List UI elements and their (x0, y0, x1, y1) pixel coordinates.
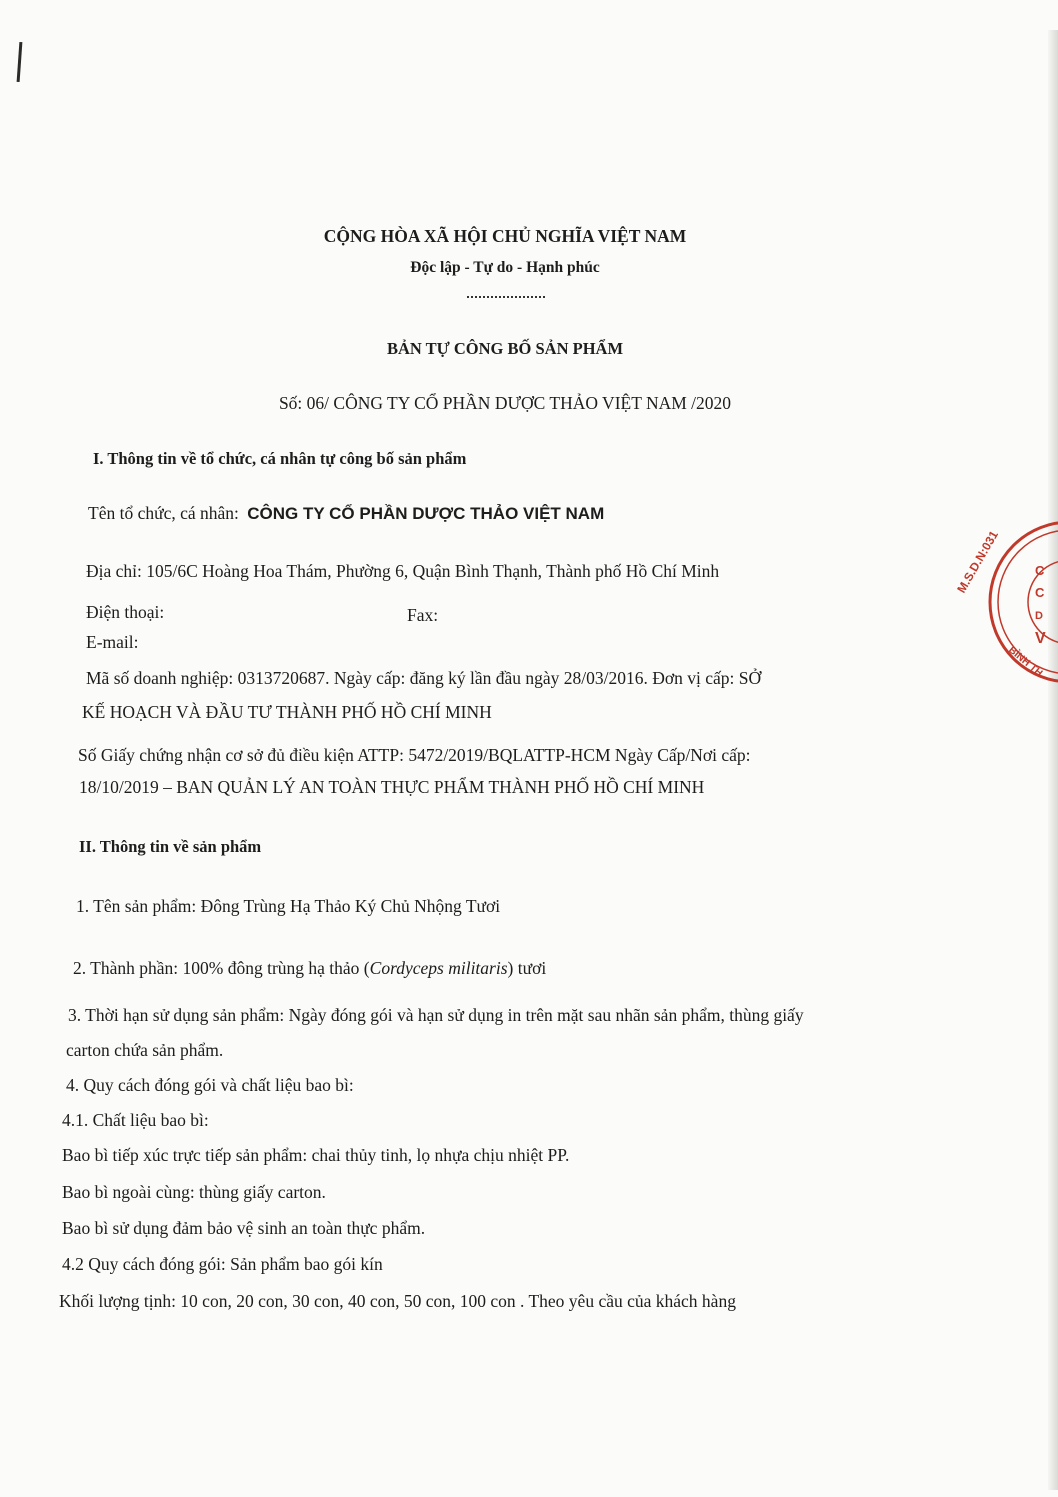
fax-label: Fax: (407, 605, 439, 625)
material-heading: 4.1. Chất liệu bao bì: (62, 1110, 209, 1130)
ingredients-prefix: 2. Thành phần: 100% đông trùng hạ thảo ( (73, 958, 370, 978)
national-motto: Độc lập - Tự do - Hạnh phúc (410, 259, 600, 276)
organization-row (88, 505, 604, 523)
shelf-life-line-1: 3. Thời hạn sử dụng sản phẩm: Ngày đóng gói và hạn sử dụng in trên mặt sau nhãn sản phẩm, thùng giấy (68, 1005, 804, 1025)
phone-label: Điện thoại: (86, 602, 165, 622)
packing-spec: 4.2 Quy cách đóng gói: Sản phẩm bao gói kín (62, 1254, 383, 1274)
document-title: BẢN TỰ CÔNG BỐ SẢN PHẨM (386, 339, 624, 358)
header-separator (467, 296, 545, 298)
food-safety-cert-line-2: 18/10/2019 – BAN QUẢN LÝ AN TOÀN THỰC PHẨM THÀNH PHỐ HỒ CHÍ MINH (79, 777, 705, 797)
food-safety-cert-line-1: Số Giấy chứng nhận cơ sở đủ điều kiện ATTP: 5472/2019/BQLATTP-HCM Ngày Cấp/Nơi cấp: (78, 745, 751, 765)
organization-label: Tên tổ chức, cá nhân: (88, 503, 239, 523)
material-safety: Bao bì sử dụng đảm bảo vệ sinh an toàn thực phẩm. (62, 1218, 426, 1238)
svg-text:C: C (1035, 585, 1045, 600)
material-direct-contact: Bao bì tiếp xúc trực tiếp sản phẩm: chai thủy tinh, lọ nhựa chịu nhiệt PP. (62, 1145, 570, 1165)
document-number: Số: 06/ CÔNG TY CỔ PHẦN DƯỢC THẢO VIỆT NAM /2020 (278, 393, 732, 413)
ingredients-latin-name: Cordyceps militaris (369, 958, 508, 978)
address: Địa chỉ: 105/6C Hoàng Hoa Thám, Phường 6, Quận Bình Thạnh, Thành phố Hồ Chí Minh (86, 561, 720, 581)
svg-text:BÌNH TH: BÌNH TH (1006, 644, 1045, 680)
svg-text:V: V (1035, 630, 1046, 647)
svg-text:D: D (1035, 610, 1043, 622)
business-registration-line-1: Mã số doanh nghiệp: 0313720687. Ngày cấp: đăng ký lần đầu ngày 28/03/2016. Đơn vị cấp: SỞ (86, 668, 762, 688)
organization-name: CÔNG TY CỔ PHẦN DƯỢC THẢO VIỆT NAM (247, 504, 605, 523)
email-label: E-mail: (86, 632, 139, 652)
material-outer: Bao bì ngoài cùng: thùng giấy carton. (62, 1182, 326, 1202)
country-name: CỘNG HÒA XÃ HỘI CHỦ NGHĨA VIỆT NAM (323, 226, 687, 246)
section-2-heading: II. Thông tin về sản phẩm (79, 837, 262, 856)
svg-text:M.S.D.N:031: M.S.D.N:031 (954, 528, 1001, 596)
net-weight: Khối lượng tịnh: 10 con, 20 con, 30 con, 40 con, 50 con, 100 con . Theo yêu cầu của khách hàng (59, 1291, 736, 1311)
ingredients (73, 960, 546, 978)
scan-mark (17, 42, 23, 82)
ingredients-suffix: ) tươi (507, 958, 547, 978)
packaging-heading: 4. Quy cách đóng gói và chất liệu bao bì: (66, 1075, 354, 1095)
product-name: 1. Tên sản phẩm: Đông Trùng Hạ Thảo Ký Chủ Nhộng Tươi (76, 896, 501, 916)
company-seal-icon (954, 515, 1058, 690)
page-edge-shadow (1048, 30, 1058, 1490)
section-1-heading: I. Thông tin về tổ chức, cá nhân tự công bố sản phẩm (93, 449, 467, 468)
svg-text:C: C (1035, 563, 1045, 578)
shelf-life-line-2: carton chứa sản phẩm. (66, 1040, 224, 1060)
business-registration-line-2: KẾ HOẠCH VÀ ĐẦU TƯ THÀNH PHỐ HỒ CHÍ MINH (82, 702, 492, 722)
